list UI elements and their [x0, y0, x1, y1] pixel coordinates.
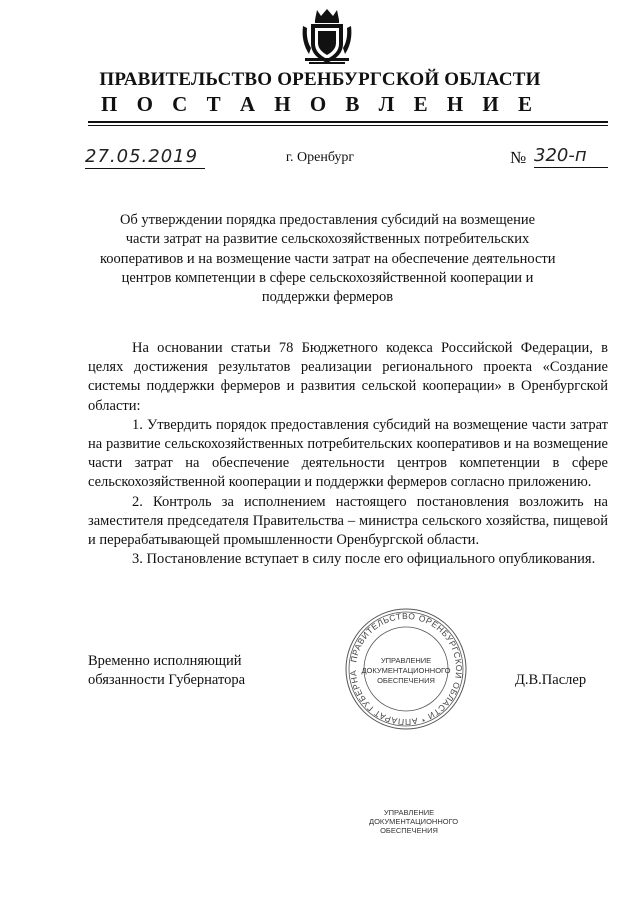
subject-line: части затрат на развитие сельскохозяйственных потребительских: [125, 231, 530, 248]
document-city: г. Оренбург: [285, 150, 355, 165]
body-paragraph-2: 2. Контроль за исполнением настоящего постановления возложить на заместителя председателя Правительства – министра сельского хозяйства, пищевой и перерабатывающей промышленности Оренбургской области.: [88, 493, 608, 549]
subject-line: центров компетенции в сфере сельскохозяйственной кооперации и: [121, 269, 534, 286]
subject-line: поддержки фермеров: [261, 289, 394, 306]
header-divider: [88, 121, 608, 123]
signatory-position: [88, 652, 245, 690]
footer-stamp-line3: ОБЕСПЕЧЕНИЯ: [380, 826, 438, 835]
coat-of-arms-icon: [299, 8, 355, 66]
footer-stamp-line2: ДОКУМЕНТАЦИОННОГО: [369, 817, 459, 826]
number-sign: №: [510, 148, 527, 167]
subject-line: кооперативов и на возмещение части затрат на обеспечение деятельности: [100, 250, 556, 267]
document-type: П О С Т А Н О В Л Е Н И Е: [100, 92, 539, 116]
seal-text-line2: ДОКУМЕНТАЦИОННОГО: [361, 666, 451, 675]
body-paragraph-1: 1. Утвердить порядок предоставления субсидий на возмещение части затрат на развитие сельскохозяйственных потребительских кооперативов и на возмещение части затрат на обеспечение деятельности центров компетенции в сфере сельскохозяйственной кооперации и поддержки фермеров согласно приложению.: [88, 416, 608, 491]
document-date: 27.05.2019: [85, 146, 205, 169]
seal-ring-text: ПРАВИТЕЛЬСТВО ОРЕНБУРГСКОЙ ОБЛАСТИ * АППАРАТ ГУБЕРНА: [347, 610, 465, 728]
document-body: [88, 339, 608, 569]
document-number: 320-п: [534, 145, 608, 168]
government-title: ПРАВИТЕЛЬСТВО ОРЕНБУРГСКОЙ ОБЛАСТИ: [99, 69, 541, 90]
seal-text-line3: ОБЕСПЕЧЕНИЯ: [377, 676, 435, 685]
body-paragraph-3: 3. Постановление вступает в силу после его официального опубликования.: [132, 551, 596, 568]
document-subject: [100, 211, 555, 307]
official-seal: [343, 606, 469, 732]
signatory-name: Д.В.Паслер: [515, 672, 587, 688]
seal-text-line1: УПРАВЛЕНИЕ: [380, 656, 432, 665]
footer-stamp-line1: УПРАВЛЕНИЕ: [383, 808, 435, 817]
subject-line: Об утверждении порядка предоставления субсидий на возмещение: [119, 212, 536, 228]
signatory-position-line2: обязанности Губернатора: [88, 672, 246, 688]
body-paragraph-preamble: На основании статьи 78 Бюджетного кодекса Российской Федерации, в целях достижения результатов реализации регионального проекта «Создание системы поддержки фермеров и развития сельской кооперации» в Оренбургской области:: [88, 340, 608, 414]
footer-stamp: [369, 808, 459, 848]
signatory-position-line1: Временно исполняющий: [88, 653, 242, 669]
header-divider-thin: [88, 125, 608, 126]
